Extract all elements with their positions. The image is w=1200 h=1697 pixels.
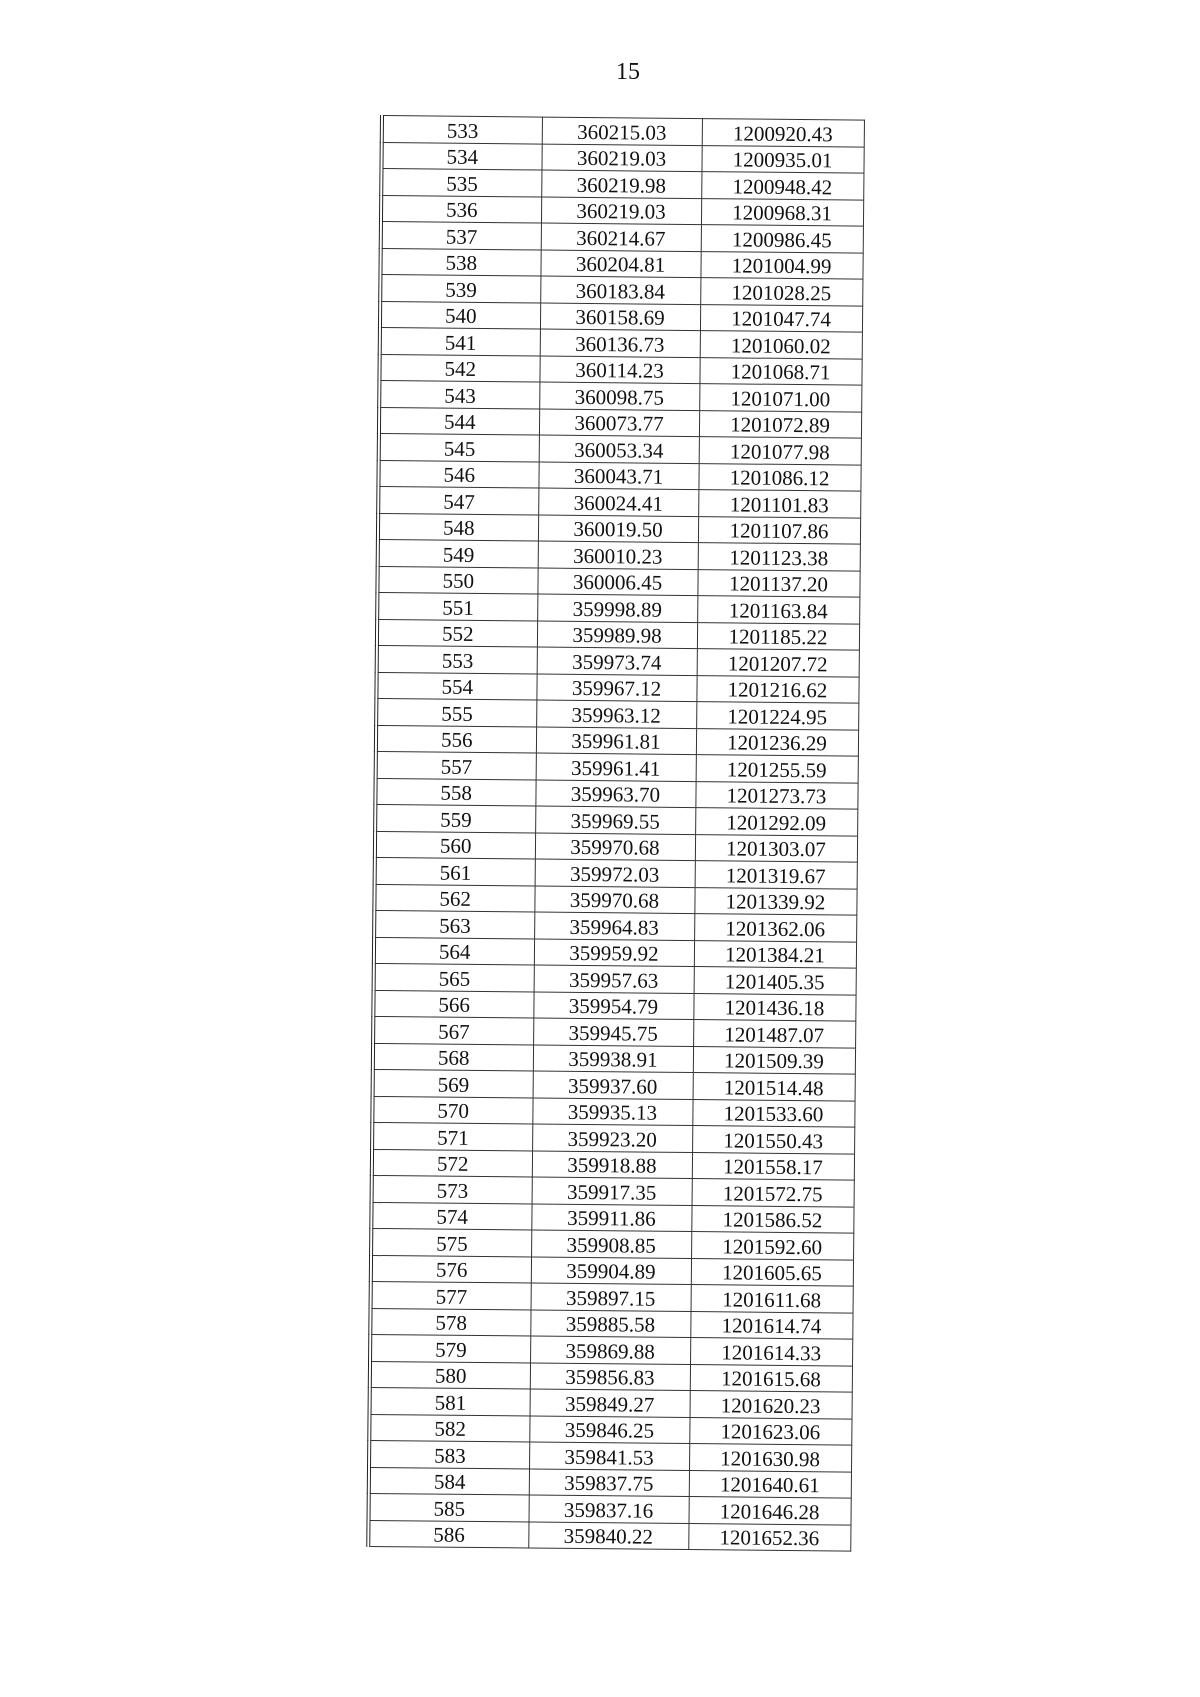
y-coordinate-cell: 1201640.61 xyxy=(689,1470,851,1498)
point-number-cell: 567 xyxy=(373,1016,533,1044)
point-number-cell: 570 xyxy=(372,1096,532,1124)
point-number-cell: 534 xyxy=(381,142,541,170)
table-row xyxy=(375,831,857,862)
point-number-cell: 549 xyxy=(378,539,538,567)
x-coordinate-cell: 359957.63 xyxy=(534,965,694,993)
x-coordinate-cell: 359973.74 xyxy=(537,647,697,675)
y-coordinate-cell: 1201514.48 xyxy=(693,1073,855,1101)
point-number-cell: 541 xyxy=(380,328,540,356)
x-coordinate-cell: 359923.20 xyxy=(532,1124,692,1152)
point-number-cell: 571 xyxy=(372,1122,532,1150)
point-number-cell: 552 xyxy=(377,619,537,647)
x-coordinate-cell: 359963.12 xyxy=(536,700,696,728)
y-coordinate-cell: 1201362.06 xyxy=(694,914,856,942)
coordinates-table-container xyxy=(366,115,864,1552)
table-row xyxy=(378,460,860,491)
table-row xyxy=(370,1334,852,1365)
point-number-cell: 585 xyxy=(369,1493,529,1521)
table-row xyxy=(373,1016,855,1047)
point-number-cell: 561 xyxy=(375,857,535,885)
table-row xyxy=(373,1043,855,1074)
x-coordinate-cell: 359961.81 xyxy=(536,727,696,755)
point-number-cell: 568 xyxy=(373,1043,533,1071)
x-coordinate-cell: 359846.25 xyxy=(529,1415,689,1443)
x-coordinate-cell: 360043.71 xyxy=(538,462,698,490)
point-number-cell: 545 xyxy=(379,434,539,462)
table-row xyxy=(373,1069,855,1100)
x-coordinate-cell: 359964.83 xyxy=(534,912,694,940)
y-coordinate-cell: 1200948.42 xyxy=(701,172,863,200)
y-coordinate-cell: 1201592.60 xyxy=(691,1232,853,1260)
y-coordinate-cell: 1201224.95 xyxy=(696,702,858,730)
y-coordinate-cell: 1201319.67 xyxy=(695,861,857,889)
table-row xyxy=(379,407,861,438)
table-row xyxy=(372,1149,854,1180)
y-coordinate-cell: 1201216.62 xyxy=(696,675,858,703)
table-row xyxy=(375,778,857,809)
y-coordinate-cell: 1201071.00 xyxy=(699,384,861,412)
table-row xyxy=(372,1096,854,1127)
table-row xyxy=(380,275,862,306)
point-number-cell: 553 xyxy=(377,645,537,673)
point-number-cell: 582 xyxy=(369,1414,529,1442)
y-coordinate-cell: 1201614.33 xyxy=(690,1338,852,1366)
y-coordinate-cell: 1201620.23 xyxy=(690,1391,852,1419)
table-row xyxy=(369,1467,851,1498)
table-row xyxy=(380,301,862,332)
y-coordinate-cell: 1201255.59 xyxy=(696,755,858,783)
x-coordinate-cell: 359969.55 xyxy=(535,806,695,834)
y-coordinate-cell: 1201207.72 xyxy=(697,649,859,677)
x-coordinate-cell: 359918.88 xyxy=(532,1151,692,1179)
y-coordinate-cell: 1201533.60 xyxy=(692,1099,854,1127)
y-coordinate-cell: 1201646.28 xyxy=(688,1497,850,1525)
y-coordinate-cell: 1200920.43 xyxy=(702,119,864,147)
y-coordinate-cell: 1201047.74 xyxy=(700,304,862,332)
table-row xyxy=(371,1255,853,1286)
table-row xyxy=(372,1175,854,1206)
point-number-cell: 555 xyxy=(376,698,536,726)
table-row xyxy=(381,222,863,253)
x-coordinate-cell: 359837.75 xyxy=(529,1468,689,1496)
table-row xyxy=(368,1520,850,1551)
x-coordinate-cell: 359869.88 xyxy=(530,1336,690,1364)
table-row xyxy=(374,963,856,994)
y-coordinate-cell: 1201086.12 xyxy=(698,463,860,491)
point-number-cell: 584 xyxy=(369,1467,529,1495)
point-number-cell: 551 xyxy=(377,592,537,620)
table-row xyxy=(376,672,858,703)
x-coordinate-cell: 359970.68 xyxy=(535,833,695,861)
table-row xyxy=(380,248,862,279)
point-number-cell: 540 xyxy=(380,301,540,329)
y-coordinate-cell: 1201436.18 xyxy=(693,993,855,1021)
y-coordinate-cell: 1201004.99 xyxy=(700,251,862,279)
x-coordinate-cell: 359972.03 xyxy=(535,859,695,887)
x-coordinate-cell: 359967.12 xyxy=(536,674,696,702)
table-row xyxy=(379,354,861,385)
table-row xyxy=(372,1122,854,1153)
y-coordinate-cell: 1201028.25 xyxy=(700,278,862,306)
x-coordinate-cell: 359908.85 xyxy=(531,1230,691,1258)
table-row xyxy=(370,1361,852,1392)
y-coordinate-cell: 1201137.20 xyxy=(697,569,859,597)
y-coordinate-cell: 1201303.07 xyxy=(695,834,857,862)
y-coordinate-cell: 1201558.17 xyxy=(692,1152,854,1180)
x-coordinate-cell: 360215.03 xyxy=(542,117,702,145)
table-row xyxy=(376,751,858,782)
x-coordinate-cell: 359998.89 xyxy=(537,594,697,622)
point-number-cell: 535 xyxy=(381,169,541,197)
x-coordinate-cell: 359911.86 xyxy=(531,1204,691,1232)
point-number-cell: 546 xyxy=(378,460,538,488)
y-coordinate-cell: 1201615.68 xyxy=(690,1364,852,1392)
table-row xyxy=(375,804,857,835)
table-row xyxy=(381,195,863,226)
x-coordinate-cell: 359970.68 xyxy=(534,886,694,914)
table-row xyxy=(374,937,856,968)
x-coordinate-cell: 360219.03 xyxy=(541,197,701,225)
table-row xyxy=(371,1281,853,1312)
y-coordinate-cell: 1201292.09 xyxy=(695,808,857,836)
point-number-cell: 574 xyxy=(371,1202,531,1230)
x-coordinate-cell: 359840.22 xyxy=(528,1521,688,1549)
table-row xyxy=(370,1387,852,1418)
x-coordinate-cell: 359938.91 xyxy=(533,1045,693,1073)
x-coordinate-cell: 359961.41 xyxy=(536,753,696,781)
point-number-cell: 554 xyxy=(376,672,536,700)
x-coordinate-cell: 360098.75 xyxy=(539,382,699,410)
point-number-cell: 572 xyxy=(372,1149,532,1177)
point-number-cell: 563 xyxy=(374,910,534,938)
table-row xyxy=(370,1308,852,1339)
x-coordinate-cell: 359954.79 xyxy=(533,992,693,1020)
point-number-cell: 557 xyxy=(376,751,536,779)
point-number-cell: 537 xyxy=(381,222,541,250)
y-coordinate-cell: 1201630.98 xyxy=(689,1444,851,1472)
table-row xyxy=(373,990,855,1021)
y-coordinate-cell: 1200986.45 xyxy=(701,225,863,253)
table-row xyxy=(377,592,859,623)
point-number-cell: 581 xyxy=(370,1387,530,1415)
table-row xyxy=(381,169,863,200)
x-coordinate-cell: 360006.45 xyxy=(537,568,697,596)
table-row xyxy=(378,539,860,570)
table-row xyxy=(371,1228,853,1259)
table-row xyxy=(369,1414,851,1445)
y-coordinate-cell: 1201077.98 xyxy=(699,437,861,465)
x-coordinate-cell: 360158.69 xyxy=(540,303,700,331)
x-coordinate-cell: 359856.83 xyxy=(530,1362,690,1390)
table-row xyxy=(369,1440,851,1471)
point-number-cell: 542 xyxy=(379,354,539,382)
x-coordinate-cell: 359837.16 xyxy=(529,1495,689,1523)
x-coordinate-cell: 359841.53 xyxy=(529,1442,689,1470)
y-coordinate-cell: 1201101.83 xyxy=(698,490,860,518)
point-number-cell: 573 xyxy=(372,1175,532,1203)
table-row xyxy=(378,513,860,544)
y-coordinate-cell: 1201072.89 xyxy=(699,410,861,438)
x-coordinate-cell: 360114.23 xyxy=(539,356,699,384)
table-row xyxy=(382,116,864,147)
x-coordinate-cell: 359885.58 xyxy=(530,1310,690,1338)
y-coordinate-cell: 1201605.65 xyxy=(691,1258,853,1286)
x-coordinate-cell: 359897.15 xyxy=(531,1283,691,1311)
x-coordinate-cell: 360214.67 xyxy=(541,223,701,251)
y-coordinate-cell: 1201652.36 xyxy=(688,1523,850,1551)
x-coordinate-cell: 359935.13 xyxy=(532,1098,692,1126)
point-number-cell: 543 xyxy=(379,381,539,409)
coordinates-table xyxy=(366,115,864,1552)
point-number-cell: 548 xyxy=(378,513,538,541)
point-number-cell: 538 xyxy=(380,248,540,276)
point-number-cell: 578 xyxy=(370,1308,530,1336)
y-coordinate-cell: 1201614.74 xyxy=(690,1311,852,1339)
y-coordinate-cell: 1200935.01 xyxy=(701,145,863,173)
y-coordinate-cell: 1201586.52 xyxy=(691,1205,853,1233)
point-number-cell: 562 xyxy=(374,884,534,912)
x-coordinate-cell: 359963.70 xyxy=(535,780,695,808)
table-row xyxy=(379,434,861,465)
x-coordinate-cell: 359937.60 xyxy=(533,1071,693,1099)
y-coordinate-cell: 1201384.21 xyxy=(694,940,856,968)
table-row xyxy=(380,328,862,359)
point-number-cell: 564 xyxy=(374,937,534,965)
x-coordinate-cell: 359945.75 xyxy=(533,1018,693,1046)
point-number-cell: 547 xyxy=(378,487,538,515)
point-number-cell: 577 xyxy=(371,1281,531,1309)
y-coordinate-cell: 1201611.68 xyxy=(691,1285,853,1313)
x-coordinate-cell: 360053.34 xyxy=(539,435,699,463)
point-number-cell: 550 xyxy=(377,566,537,594)
point-number-cell: 569 xyxy=(373,1069,533,1097)
x-coordinate-cell: 360073.77 xyxy=(539,409,699,437)
y-coordinate-cell: 1201060.02 xyxy=(700,331,862,359)
x-coordinate-cell: 359917.35 xyxy=(532,1177,692,1205)
x-coordinate-cell: 359904.89 xyxy=(531,1257,691,1285)
table-row xyxy=(374,910,856,941)
table-row xyxy=(369,1493,851,1524)
table-row xyxy=(381,142,863,173)
x-coordinate-cell: 360024.41 xyxy=(538,488,698,516)
table-row xyxy=(377,566,859,597)
point-number-cell: 559 xyxy=(375,804,535,832)
point-number-cell: 576 xyxy=(371,1255,531,1283)
point-number-cell: 560 xyxy=(375,831,535,859)
x-coordinate-cell: 359849.27 xyxy=(530,1389,690,1417)
table-row xyxy=(379,381,861,412)
x-coordinate-cell: 360219.03 xyxy=(541,144,701,172)
x-coordinate-cell: 360204.81 xyxy=(540,250,700,278)
y-coordinate-cell: 1201068.71 xyxy=(699,357,861,385)
point-number-cell: 583 xyxy=(369,1440,529,1468)
page-number: 15 xyxy=(616,59,640,85)
y-coordinate-cell: 1201572.75 xyxy=(692,1179,854,1207)
y-coordinate-cell: 1201185.22 xyxy=(697,622,859,650)
point-number-cell: 558 xyxy=(375,778,535,806)
y-coordinate-cell: 1201236.29 xyxy=(696,728,858,756)
y-coordinate-cell: 1201509.39 xyxy=(693,1046,855,1074)
point-number-cell: 579 xyxy=(370,1334,530,1362)
y-coordinate-cell: 1200968.31 xyxy=(701,198,863,226)
point-number-cell: 536 xyxy=(381,195,541,223)
x-coordinate-cell: 360136.73 xyxy=(540,329,700,357)
point-number-cell: 586 xyxy=(368,1520,528,1548)
x-coordinate-cell: 359959.92 xyxy=(534,939,694,967)
table-row xyxy=(376,725,858,756)
x-coordinate-cell: 360010.23 xyxy=(538,541,698,569)
y-coordinate-cell: 1201339.92 xyxy=(694,887,856,915)
y-coordinate-cell: 1201487.07 xyxy=(693,1020,855,1048)
table-row xyxy=(376,698,858,729)
table-row xyxy=(371,1202,853,1233)
y-coordinate-cell: 1201123.38 xyxy=(698,543,860,571)
x-coordinate-cell: 359989.98 xyxy=(537,621,697,649)
table-row xyxy=(375,857,857,888)
point-number-cell: 539 xyxy=(380,275,540,303)
x-coordinate-cell: 360183.84 xyxy=(540,276,700,304)
point-number-cell: 565 xyxy=(374,963,534,991)
y-coordinate-cell: 1201405.35 xyxy=(694,967,856,995)
x-coordinate-cell: 360219.98 xyxy=(541,170,701,198)
point-number-cell: 566 xyxy=(373,990,533,1018)
y-coordinate-cell: 1201273.73 xyxy=(695,781,857,809)
point-number-cell: 533 xyxy=(382,116,542,144)
x-coordinate-cell: 360019.50 xyxy=(538,515,698,543)
table-row xyxy=(377,619,859,650)
y-coordinate-cell: 1201107.86 xyxy=(698,516,860,544)
point-number-cell: 556 xyxy=(376,725,536,753)
table-row xyxy=(377,645,859,676)
y-coordinate-cell: 1201550.43 xyxy=(692,1126,854,1154)
table-row xyxy=(378,487,860,518)
y-coordinate-cell: 1201163.84 xyxy=(697,596,859,624)
coordinates-table-body xyxy=(368,116,864,1552)
point-number-cell: 580 xyxy=(370,1361,530,1389)
y-coordinate-cell: 1201623.06 xyxy=(689,1417,851,1445)
table-row xyxy=(374,884,856,915)
point-number-cell: 544 xyxy=(379,407,539,435)
point-number-cell: 575 xyxy=(371,1228,531,1256)
